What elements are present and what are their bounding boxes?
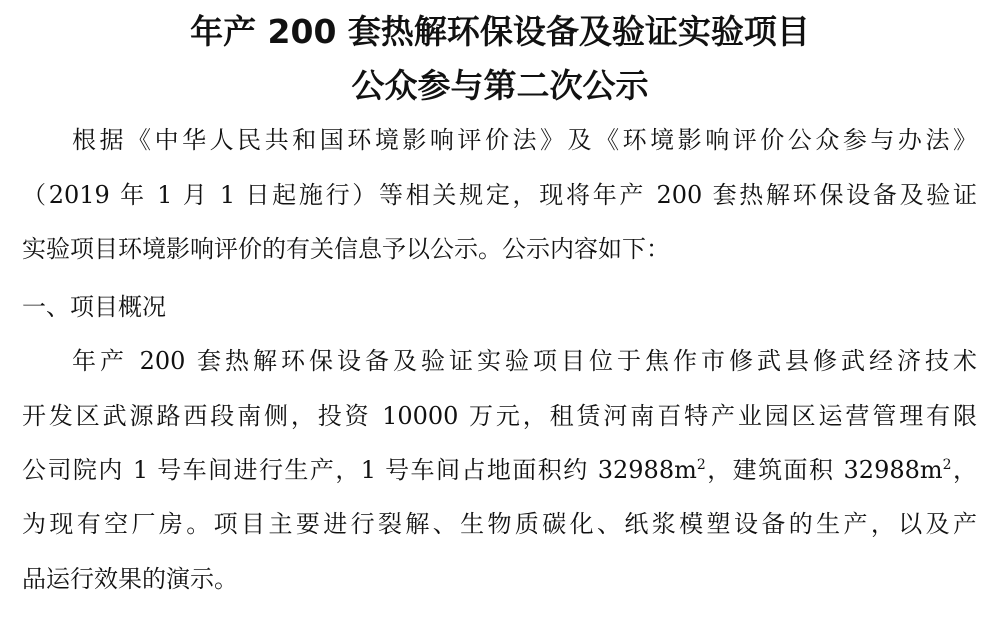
text: ， xyxy=(951,456,978,484)
body-line: 为现有空厂房。项目主要进行裂解、生物质碳化、纸浆模塑设备的生产，以及产 xyxy=(22,510,977,538)
body-line xyxy=(22,455,977,485)
body-line: 年产 200 套热解环保设备及验证实验项目位于焦作市修武县修武经济技术 xyxy=(72,347,977,375)
document-title: 年产 200 套热解环保设备及验证实验项目 xyxy=(190,12,810,51)
document-subtitle: 公众参与第二次公示 xyxy=(351,66,649,105)
superscript: 2 xyxy=(696,457,706,473)
intro-line: 根据《中华人民共和国环境影响评价法》及《环境影响评价公众参与办法》 xyxy=(72,126,977,154)
body-line: 品运行效果的演示。 xyxy=(22,565,238,593)
text: ，建筑面积 32988m xyxy=(705,456,943,484)
body-line: 开发区武源路西段南侧，投资 10000 万元，租赁河南百特产业园区运营管理有限 xyxy=(22,402,977,430)
superscript: 2 xyxy=(942,457,952,473)
text: 公司院内 1 号车间进行生产，1 号车间占地面积约 32988m xyxy=(22,456,697,484)
section-heading: 一、项目概况 xyxy=(22,293,166,321)
intro-line: （2019 年 1 月 1 日起施行）等相关规定，现将年产 200 套热解环保设备及验证 xyxy=(22,181,977,209)
intro-line: 实验项目环境影响评价的有关信息予以公示。公示内容如下： xyxy=(22,235,670,263)
